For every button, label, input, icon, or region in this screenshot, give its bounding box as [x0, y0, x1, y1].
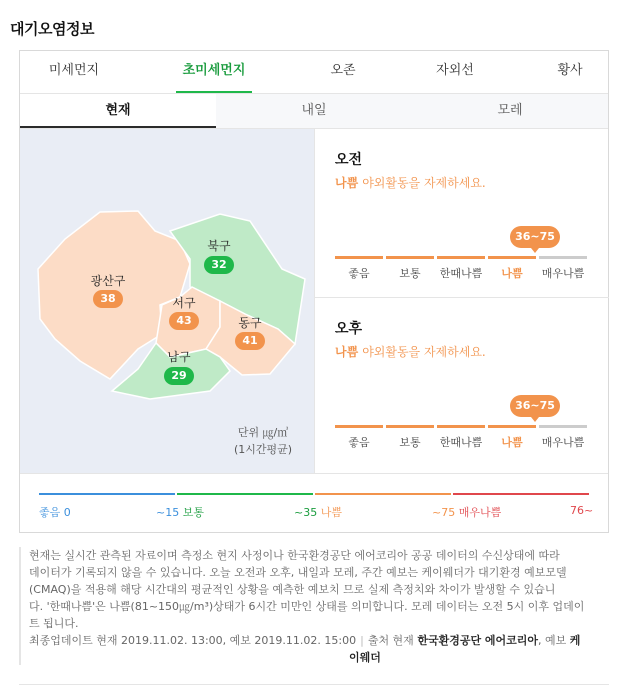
pm-level: 나쁨	[335, 345, 359, 359]
legend-normal-prefix: ~15	[156, 506, 180, 519]
am-scale-seg-temp-bad	[437, 256, 485, 259]
note-line-4: 다. '한때나쁨'은 나쁨(81~150㎍/m³)상태가 6시간 미만인 상태를 의미합니다. 모레 데이터는 오전 5시 이후 업데이	[29, 600, 585, 613]
pm-period-title: 오후	[335, 321, 363, 337]
note-line-3: (CMAQ)을 적용해 해당 시간대의 평균적인 상황을 예측한 예보치 므로 실제 측정치와 차이가 발생할 수 있습니	[29, 583, 556, 596]
am-scale-label-bad: 나쁨	[501, 267, 523, 280]
am-scale	[335, 256, 589, 296]
pm-scale-seg-bad	[488, 425, 536, 428]
am-range-bubble: 36~75	[510, 226, 560, 248]
legend-very-bad	[432, 504, 501, 520]
pollutant-tabs	[20, 51, 608, 93]
legend-bad-prefix: ~35	[294, 506, 318, 519]
legend-max: 76~	[570, 504, 594, 517]
pm-scale-seg-good	[335, 425, 383, 428]
forecast-divider	[315, 297, 609, 298]
pm-scale-label-normal: 보통	[399, 436, 421, 449]
note-line-5: 트 됩니다.	[29, 617, 79, 630]
region-value-gwangsan: 38	[93, 290, 123, 308]
region-value-nam: 29	[164, 367, 194, 385]
unit-average: (1시간평균)	[234, 443, 293, 456]
legend-bar-bad	[315, 493, 451, 495]
region-label-dong: 동구	[238, 316, 262, 330]
forecast-panel	[314, 129, 608, 473]
unit-line: 단위 ㎍/㎥	[237, 426, 289, 439]
legend-bar-normal	[177, 493, 313, 495]
pm-scale	[335, 425, 589, 465]
region-label-gwangsan: 광산구	[90, 274, 126, 288]
last-updated: 최종업데이트 현재 2019.11.02. 13:00, 예보 2019.11.02. 15:00	[29, 634, 357, 647]
am-message: 야외활동을 자제하세요.	[362, 176, 486, 190]
pm-scale-label-very-bad: 매우나쁨	[541, 436, 585, 449]
district-map	[20, 129, 314, 473]
region-label-nam: 남구	[167, 350, 191, 364]
am-level: 나쁨	[335, 176, 359, 190]
legend-bad	[294, 504, 342, 520]
am-scale-seg-bad	[488, 256, 536, 259]
legend-very-bad-prefix: ~75	[432, 506, 456, 519]
pm-scale-label-temp-bad: 한때나쁨	[439, 436, 483, 449]
pm-range-bubble: 36~75	[510, 395, 560, 417]
source-kweather-link-cont[interactable]: 이웨더	[349, 651, 381, 664]
pm-scale-seg-temp-bad	[437, 425, 485, 428]
unit-note	[234, 424, 292, 458]
region-label-seo: 서구	[172, 296, 196, 310]
tab-ozone[interactable]: 오존	[330, 63, 356, 78]
region-label-buk: 북구	[207, 239, 231, 253]
tab-yellow-dust[interactable]: 황사	[557, 63, 583, 78]
meta-separator: |	[360, 634, 364, 647]
bottom-rule	[19, 684, 609, 685]
note-line-1: 현재는 실시간 관측된 자료이며 측정소 현지 사정이나 한국환경공단 에어코리아 공공 데이터의 수신상태에 따라	[29, 549, 560, 562]
update-source-line	[29, 632, 609, 649]
region-value-dong: 41	[235, 332, 265, 350]
pm-scale-seg-normal	[386, 425, 434, 428]
region-value-seo: 43	[169, 312, 199, 330]
tab-uv[interactable]: 자외선	[436, 63, 474, 78]
am-scale-label-good: 좋음	[348, 267, 370, 280]
am-scale-label-very-bad: 매우나쁨	[541, 267, 585, 280]
region-value-buk: 32	[204, 256, 234, 274]
am-period-title: 오전	[335, 152, 363, 168]
source-kweather-link[interactable]: 케	[569, 634, 581, 647]
pm-scale-seg-very-bad	[539, 425, 587, 428]
pm-status	[335, 343, 486, 360]
level-legend	[20, 473, 608, 532]
subtab-day-after[interactable]: 모레	[497, 103, 523, 118]
source-line-2	[29, 649, 609, 666]
time-subtabs	[20, 93, 608, 129]
page-title: 대기오염정보	[10, 20, 94, 38]
am-scale-label-temp-bad: 한때나쁨	[439, 267, 483, 280]
tab-fine-dust[interactable]: 미세먼지	[48, 63, 100, 78]
am-scale-label-normal: 보통	[399, 267, 421, 280]
source-prefix: 출처 현재	[367, 634, 414, 647]
legend-normal	[156, 504, 204, 520]
note-line-2: 데이터가 기록되지 않을 수 있습니다. 오늘 오전과 오후, 내일과 모레, 주간 예보는 케이웨더가 대기환경 예보모델	[29, 566, 567, 579]
tab-ultrafine-dust[interactable]: 초미세먼지	[176, 51, 252, 93]
pm-scale-label-bad: 나쁨	[501, 436, 523, 449]
legend-very-bad-label: 매우나쁨	[458, 506, 502, 519]
legend-good: 좋음 0	[39, 506, 71, 519]
legend-normal-label: 보통	[182, 506, 204, 519]
am-scale-seg-normal	[386, 256, 434, 259]
info-notes	[19, 547, 609, 665]
am-scale-seg-good	[335, 256, 383, 259]
legend-bar-good	[39, 493, 175, 495]
subtab-tomorrow[interactable]: 내일	[301, 103, 327, 118]
pm-message: 야외활동을 자제하세요.	[362, 345, 486, 359]
source-mid: , 예보	[538, 634, 567, 647]
source-airkorea-link[interactable]: 한국환경공단 에어코리아	[417, 634, 539, 647]
pm-scale-label-good: 좋음	[348, 436, 370, 449]
legend-bad-label: 나쁨	[320, 506, 342, 519]
air-quality-panel	[19, 50, 609, 533]
subtab-now[interactable]: 현재	[20, 94, 216, 128]
legend-bar-very-bad	[453, 493, 589, 495]
am-scale-seg-very-bad	[539, 256, 587, 259]
am-status	[335, 174, 486, 191]
